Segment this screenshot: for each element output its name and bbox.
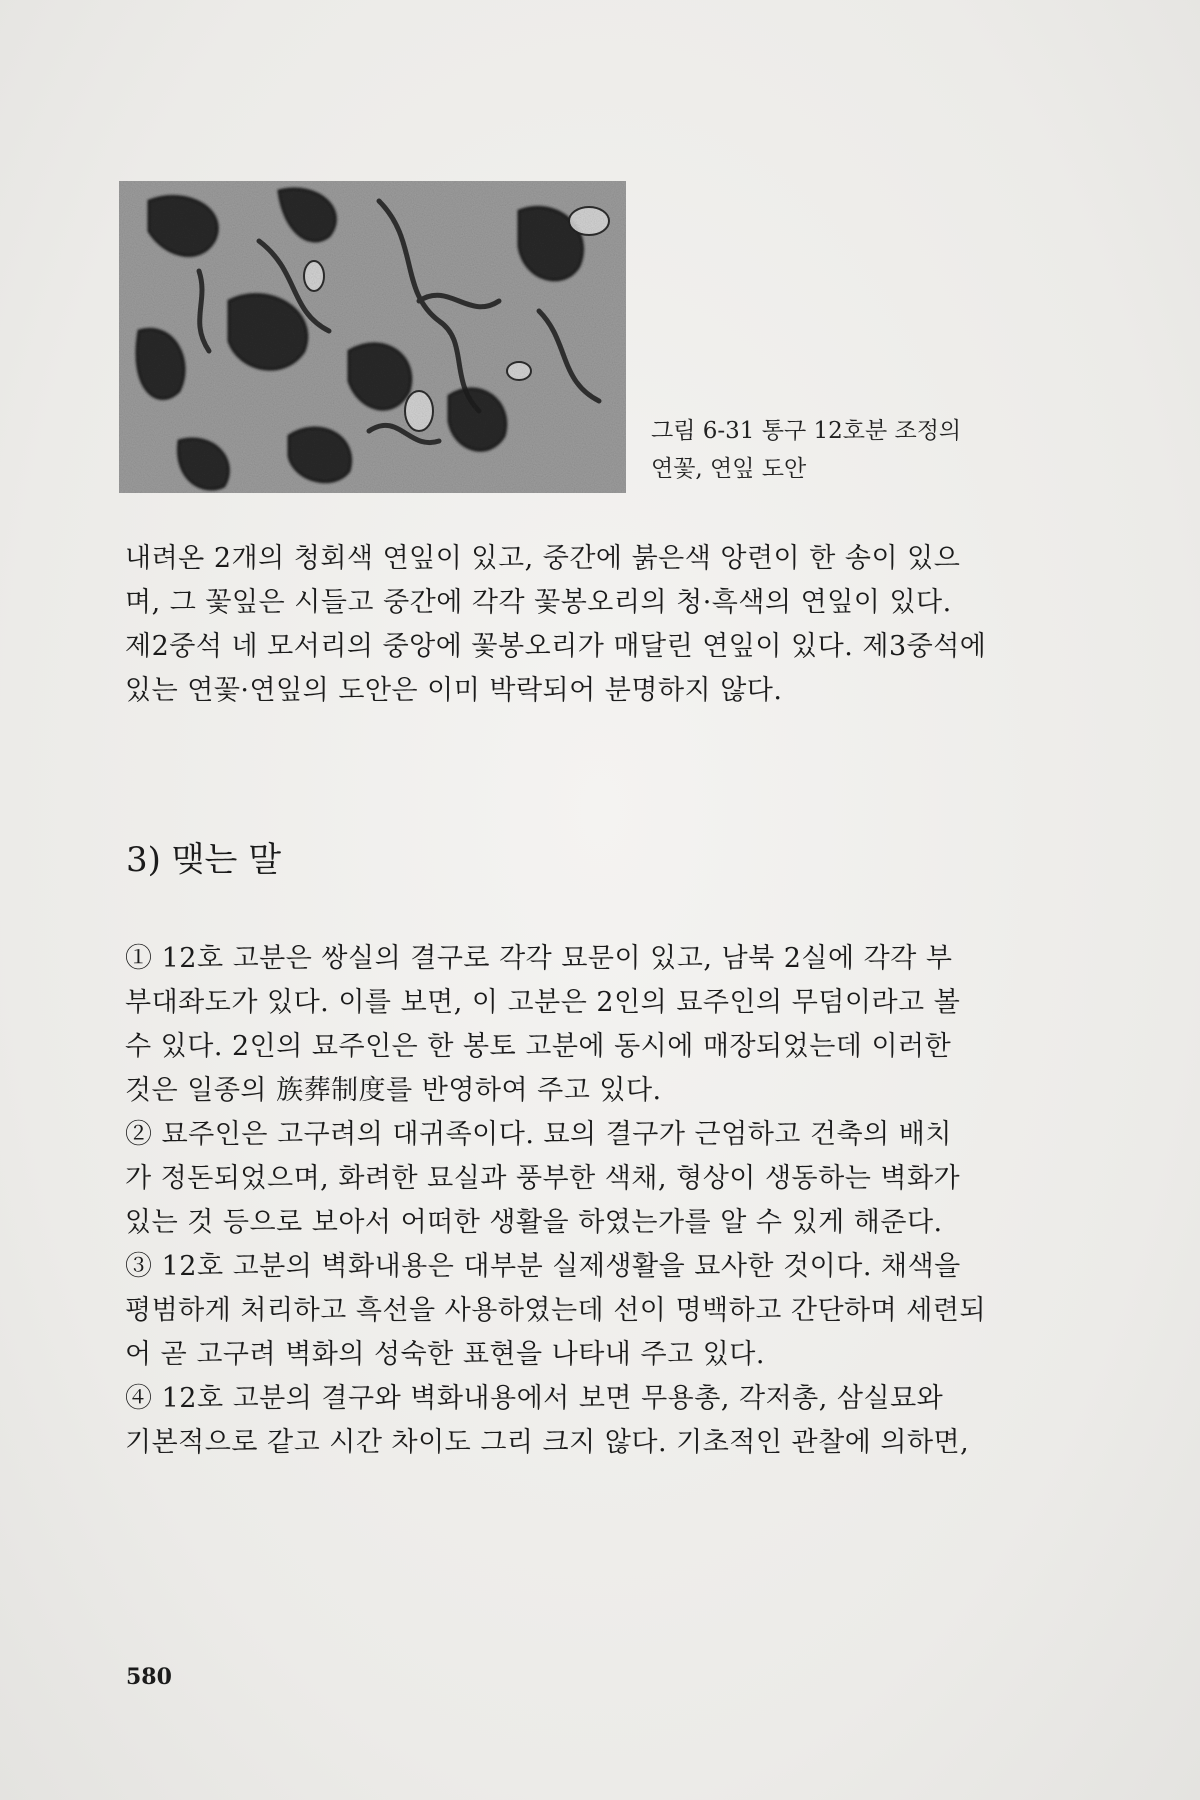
text-line: 가 정돈되었으며, 화려한 묘실과 풍부한 색채, 형상이 생동하는 벽화가 [125, 1163, 961, 1194]
lotus-mural-image [119, 181, 626, 493]
conclusion-paragraphs [125, 937, 1025, 1465]
text-line: ④ 12호 고분의 결구와 벽화내용에서 보면 무용총, 각저총, 삼실묘와 [125, 1383, 944, 1414]
text-line: 것은 일종의 族葬制度를 반영하여 주고 있다. [125, 1075, 662, 1106]
caption-line: 그림 6-31 통구 12호분 조정의 [651, 418, 962, 444]
text-line: 부대좌도가 있다. 이를 보면, 이 고분은 2인의 묘주인의 무덤이라고 볼 [125, 987, 961, 1018]
text-line: 내려온 2개의 청회색 연잎이 있고, 중간에 붉은색 앙련이 한 송이 있으 [125, 543, 961, 574]
text-line: 수 있다. 2인의 묘주인은 한 봉토 고분에 동시에 매장되었는데 이러한 [125, 1031, 952, 1062]
page-number: 580 [126, 1664, 172, 1690]
text-line: ① 12호 고분은 쌍실의 결구로 각각 묘문이 있고, 남북 2실에 각각 부 [125, 943, 953, 974]
body-paragraph [125, 537, 1025, 713]
figure-caption [651, 412, 1051, 488]
text-line: 있는 것 등으로 보아서 어떠한 생활을 하였는가를 알 수 있게 해준다. [125, 1207, 943, 1238]
caption-line: 연꽃, 연잎 도안 [651, 456, 807, 482]
mural-photo [119, 181, 626, 493]
text-line: 있는 연꽃·연잎의 도안은 이미 박락되어 분명하지 않다. [125, 675, 783, 706]
text-line: 평범하게 처리하고 흑선을 사용하였는데 선이 명백하고 간단하며 세련되 [125, 1295, 987, 1326]
text-line: 기본적으로 같고 시간 차이도 그리 크지 않다. 기초적인 관찰에 의하면, [125, 1427, 970, 1458]
text-line: 어 곧 고구려 벽화의 성숙한 표현을 나타내 주고 있다. [125, 1339, 765, 1370]
text-line: ② 묘주인은 고구려의 대귀족이다. 묘의 결구가 근엄하고 건축의 배치 [125, 1119, 952, 1150]
section-heading: 3) 맺는 말 [126, 840, 282, 880]
text-line: 제2중석 네 모서리의 중앙에 꽃봉오리가 매달린 연잎이 있다. 제3중석에 [125, 631, 987, 662]
text-line: 며, 그 꽃잎은 시들고 중간에 각각 꽃봉오리의 청·흑색의 연잎이 있다. [125, 587, 952, 618]
text-line: ③ 12호 고분의 벽화내용은 대부분 실제생활을 묘사한 것이다. 채색을 [125, 1251, 961, 1282]
